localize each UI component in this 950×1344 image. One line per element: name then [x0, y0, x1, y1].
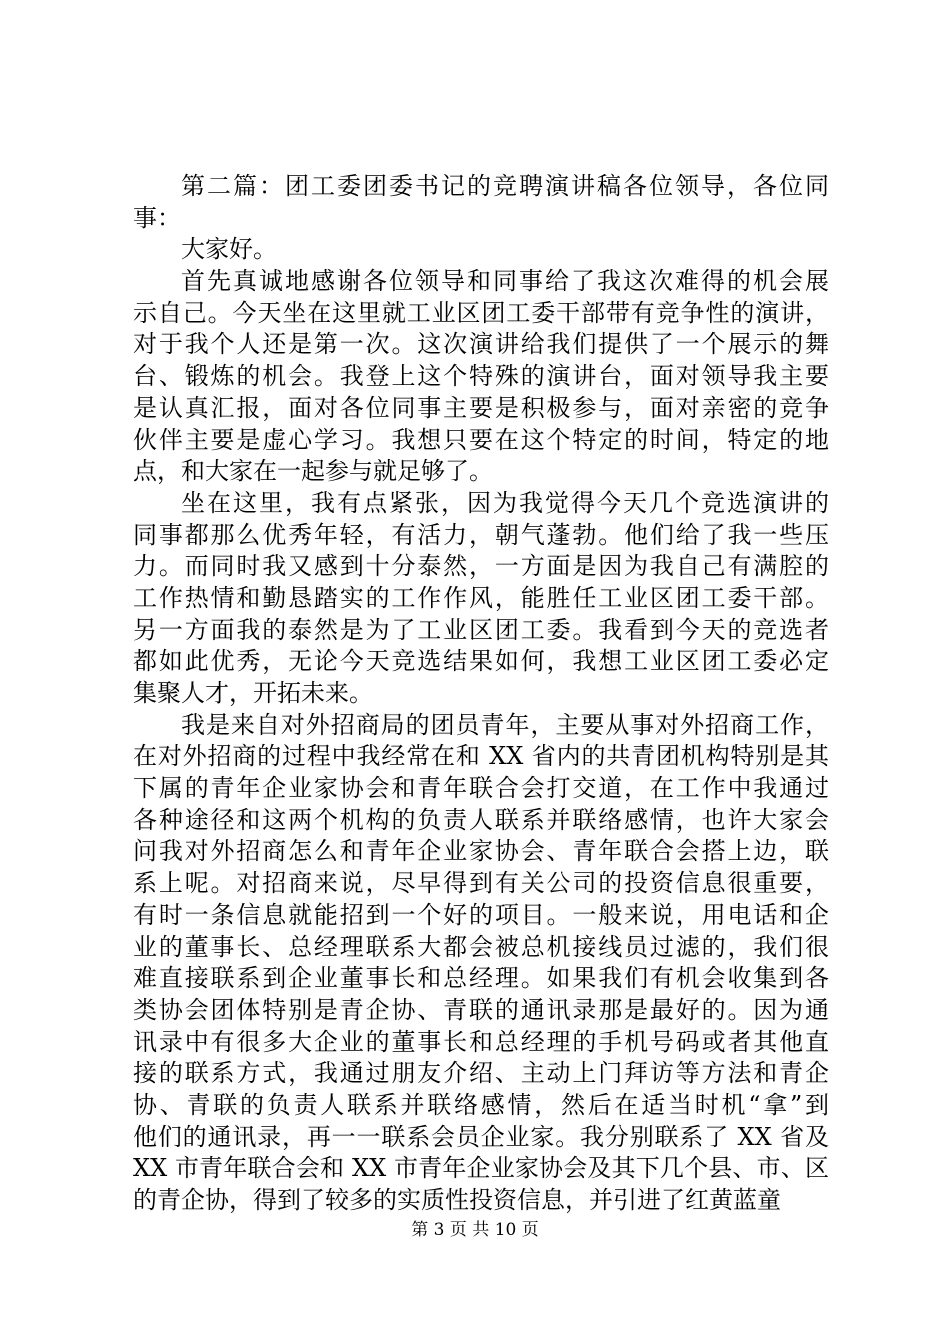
text-line: 他们的通讯录，再一一联系会员企业家。我分别联系了 XX 省及	[133, 1122, 829, 1151]
text-line: 我是来自对外招商局的团员青年，主要从事对外招商工作，	[181, 710, 829, 739]
text-line: 台、锻炼的机会。我登上这个特殊的演讲台，面对领导我主要	[133, 362, 829, 391]
text-line: 的青企协，得到了较多的实质性投资信息，并引进了红黄蓝童	[133, 1186, 781, 1214]
text-line: 都如此优秀，无论今天竞选结果如何，我想工业区团工委必定	[133, 647, 829, 676]
text-line: 对于我个人还是第一次。这次演讲给我们提供了一个展示的舞	[133, 330, 829, 359]
text-line: 伙伴主要是虚心学习。我想只要在这个特定的时间，特定的地	[133, 425, 829, 454]
text-line: 有时一条信息就能招到一个好的项目。一般来说，用电话和企	[133, 900, 829, 929]
text-line: 协、青联的负责人联系并联络感情，然后在适当时机“拿”到	[133, 1090, 829, 1119]
text-line: 问我对外招商怎么和青年企业家协会、青年联合会搭上边，联	[133, 837, 829, 866]
text-line: 类协会团体特别是青企协、青联的通讯录那是最好的。因为通	[133, 995, 829, 1024]
text-line: 大家好。	[181, 235, 277, 264]
text-line: 讯录中有很多大企业的董事长和总经理的手机号码或者其他直	[133, 1027, 829, 1056]
text-line: 接的联系方式，我通过朋友介绍、主动上门拜访等方法和青企	[133, 1059, 829, 1088]
text-line: 第二篇：团工委团委书记的竞聘演讲稿各位领导，各位同	[181, 172, 829, 200]
paragraph	[133, 234, 829, 266]
text-line: 系上呢。对招商来说，尽早得到有关公司的投资信息很重要，	[133, 869, 829, 898]
text-line: 各种途径和这两个机构的负责人联系并联络感情，也许大家会	[133, 805, 829, 834]
text-line: 点，和大家在一起参与就足够了。	[133, 457, 493, 486]
text-line: 另一方面我的泰然是为了工业区团工委。我看到今天的竞选者	[133, 615, 829, 644]
paragraph	[133, 171, 829, 234]
paragraph	[133, 488, 829, 710]
document-body	[133, 171, 829, 1217]
text-line: 同事都那么优秀年轻，有活力，朝气蓬勃。他们给了我一些压	[133, 520, 829, 549]
text-line: 示自己。今天坐在这里就工业区团工委干部带有竞争性的演讲，	[133, 298, 829, 327]
text-line: 是认真汇报，面对各位同事主要是积极参与，面对亲密的竞争	[133, 393, 829, 422]
text-line: 事：	[133, 203, 181, 232]
text-line: 坐在这里，我有点紧张，因为我觉得今天几个竞选演讲的	[181, 488, 829, 517]
paragraph	[133, 266, 829, 488]
text-line: 下属的青年企业家协会和青年联合会打交道，在工作中我通过	[133, 774, 829, 803]
text-line: 首先真诚地感谢各位领导和同事给了我这次难得的机会展	[181, 267, 829, 296]
text-line: XX 市青年联合会和 XX 市青年企业家协会及其下几个县、市、区	[133, 1154, 829, 1183]
text-line: 难直接联系到企业董事长和总经理。如果我们有机会收集到各	[133, 964, 829, 993]
text-line: 力。而同时我又感到十分泰然，一方面是因为我自己有满腔的	[133, 552, 829, 581]
text-line: 集聚人才，开拓未来。	[133, 679, 373, 707]
text-line: 在对外招商的过程中我经常在和 XX 省内的共青团机构特别是其	[133, 742, 829, 771]
text-line: 业的董事长、总经理联系大都会被总机接线员过滤的，我们很	[133, 932, 829, 961]
text-line: 工作热情和勤恳踏实的工作作风，能胜任工业区团工委干部。	[133, 583, 829, 612]
page-footer: 第 3 页 共 10 页	[411, 1220, 539, 1240]
paragraph	[133, 710, 829, 1217]
